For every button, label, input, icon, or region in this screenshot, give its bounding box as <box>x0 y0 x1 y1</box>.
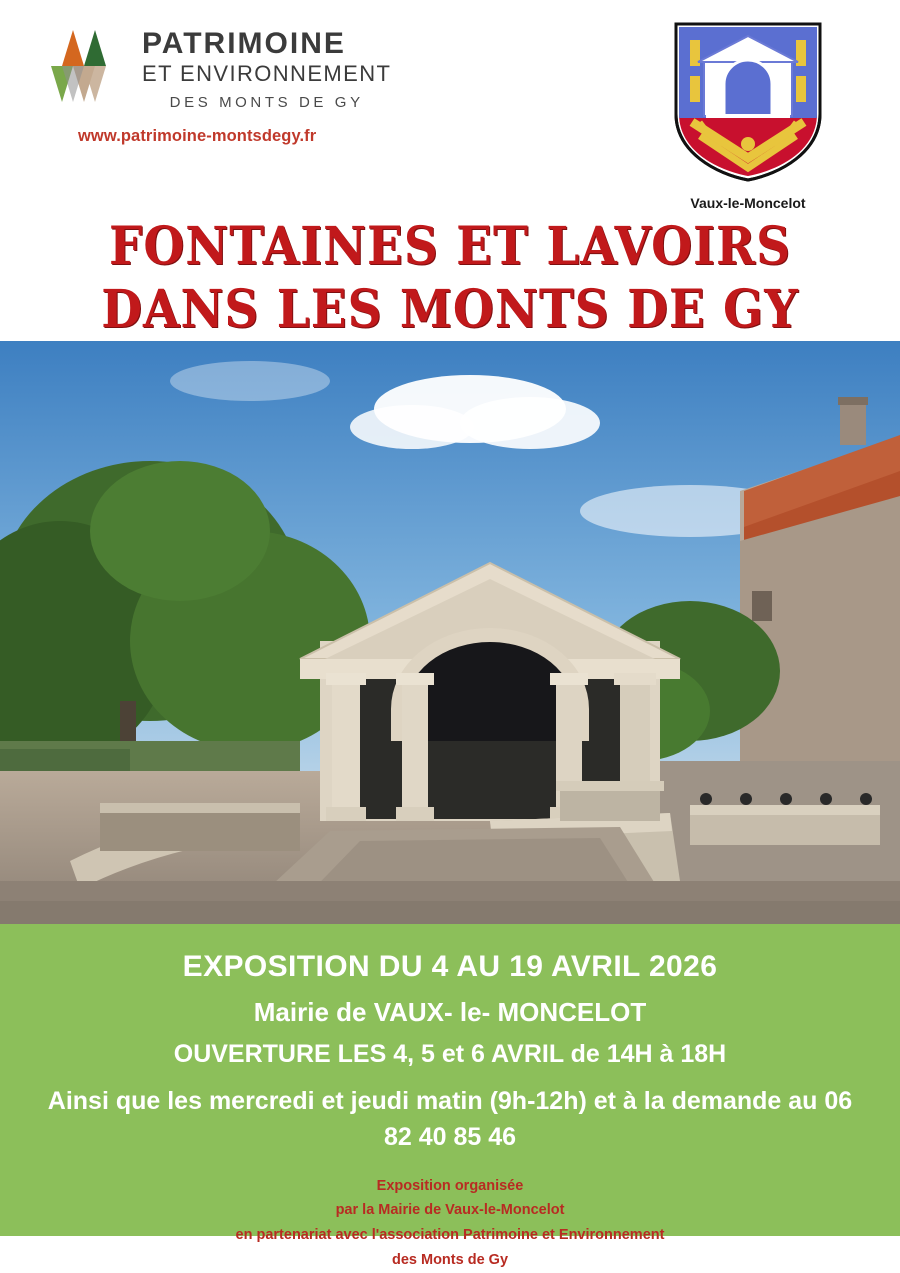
logo-wordmark <box>142 22 391 111</box>
logo-line-1: PATRIMOINE <box>142 28 391 60</box>
additional-hours-and-phone: Ainsi que les mercredi et jeudi matin (9h-12h) et à la demande au 06 82 40 85 46 <box>0 1083 900 1156</box>
poster-header <box>0 0 900 210</box>
credit-line-1: Exposition organisée <box>0 1174 900 1199</box>
event-details-footer <box>0 924 900 1236</box>
logo-line-3: DES MONTS DE GY <box>142 94 391 111</box>
title-line-1: FONTAINES ET LAVOIRS <box>0 212 900 282</box>
credit-line-4: des Monts de Gy <box>0 1248 900 1273</box>
lavoir-photo <box>0 341 900 924</box>
association-logo <box>42 22 462 146</box>
commune-crest <box>658 18 838 211</box>
crest-caption: Vaux-le-Moncelot <box>658 195 838 211</box>
opening-hours: OUVERTURE LES 4, 5 et 6 AVRIL de 14H à 18H <box>0 1040 900 1069</box>
venue: Mairie de VAUX- le- MONCELOT <box>0 997 900 1028</box>
poster-title <box>0 210 900 341</box>
logo-line-2: ET ENVIRONNEMENT <box>142 60 391 88</box>
coat-of-arms-icon <box>670 173 826 190</box>
hexagon-logo-icon <box>42 24 128 110</box>
credit-line-2: par la Mairie de Vaux-le-Moncelot <box>0 1198 900 1223</box>
website-url[interactable]: www.patrimoine-montsdegy.fr <box>78 127 462 146</box>
exposition-dates: EXPOSITION DU 4 AU 19 AVRIL 2026 <box>0 950 900 984</box>
title-line-2: DANS LES MONTS DE GY <box>0 275 900 345</box>
credit-line-3: en partenariat avec l'association Patrimoine et Environnement <box>0 1223 900 1248</box>
credits <box>0 1174 900 1273</box>
lavoir-illustration <box>0 341 900 924</box>
